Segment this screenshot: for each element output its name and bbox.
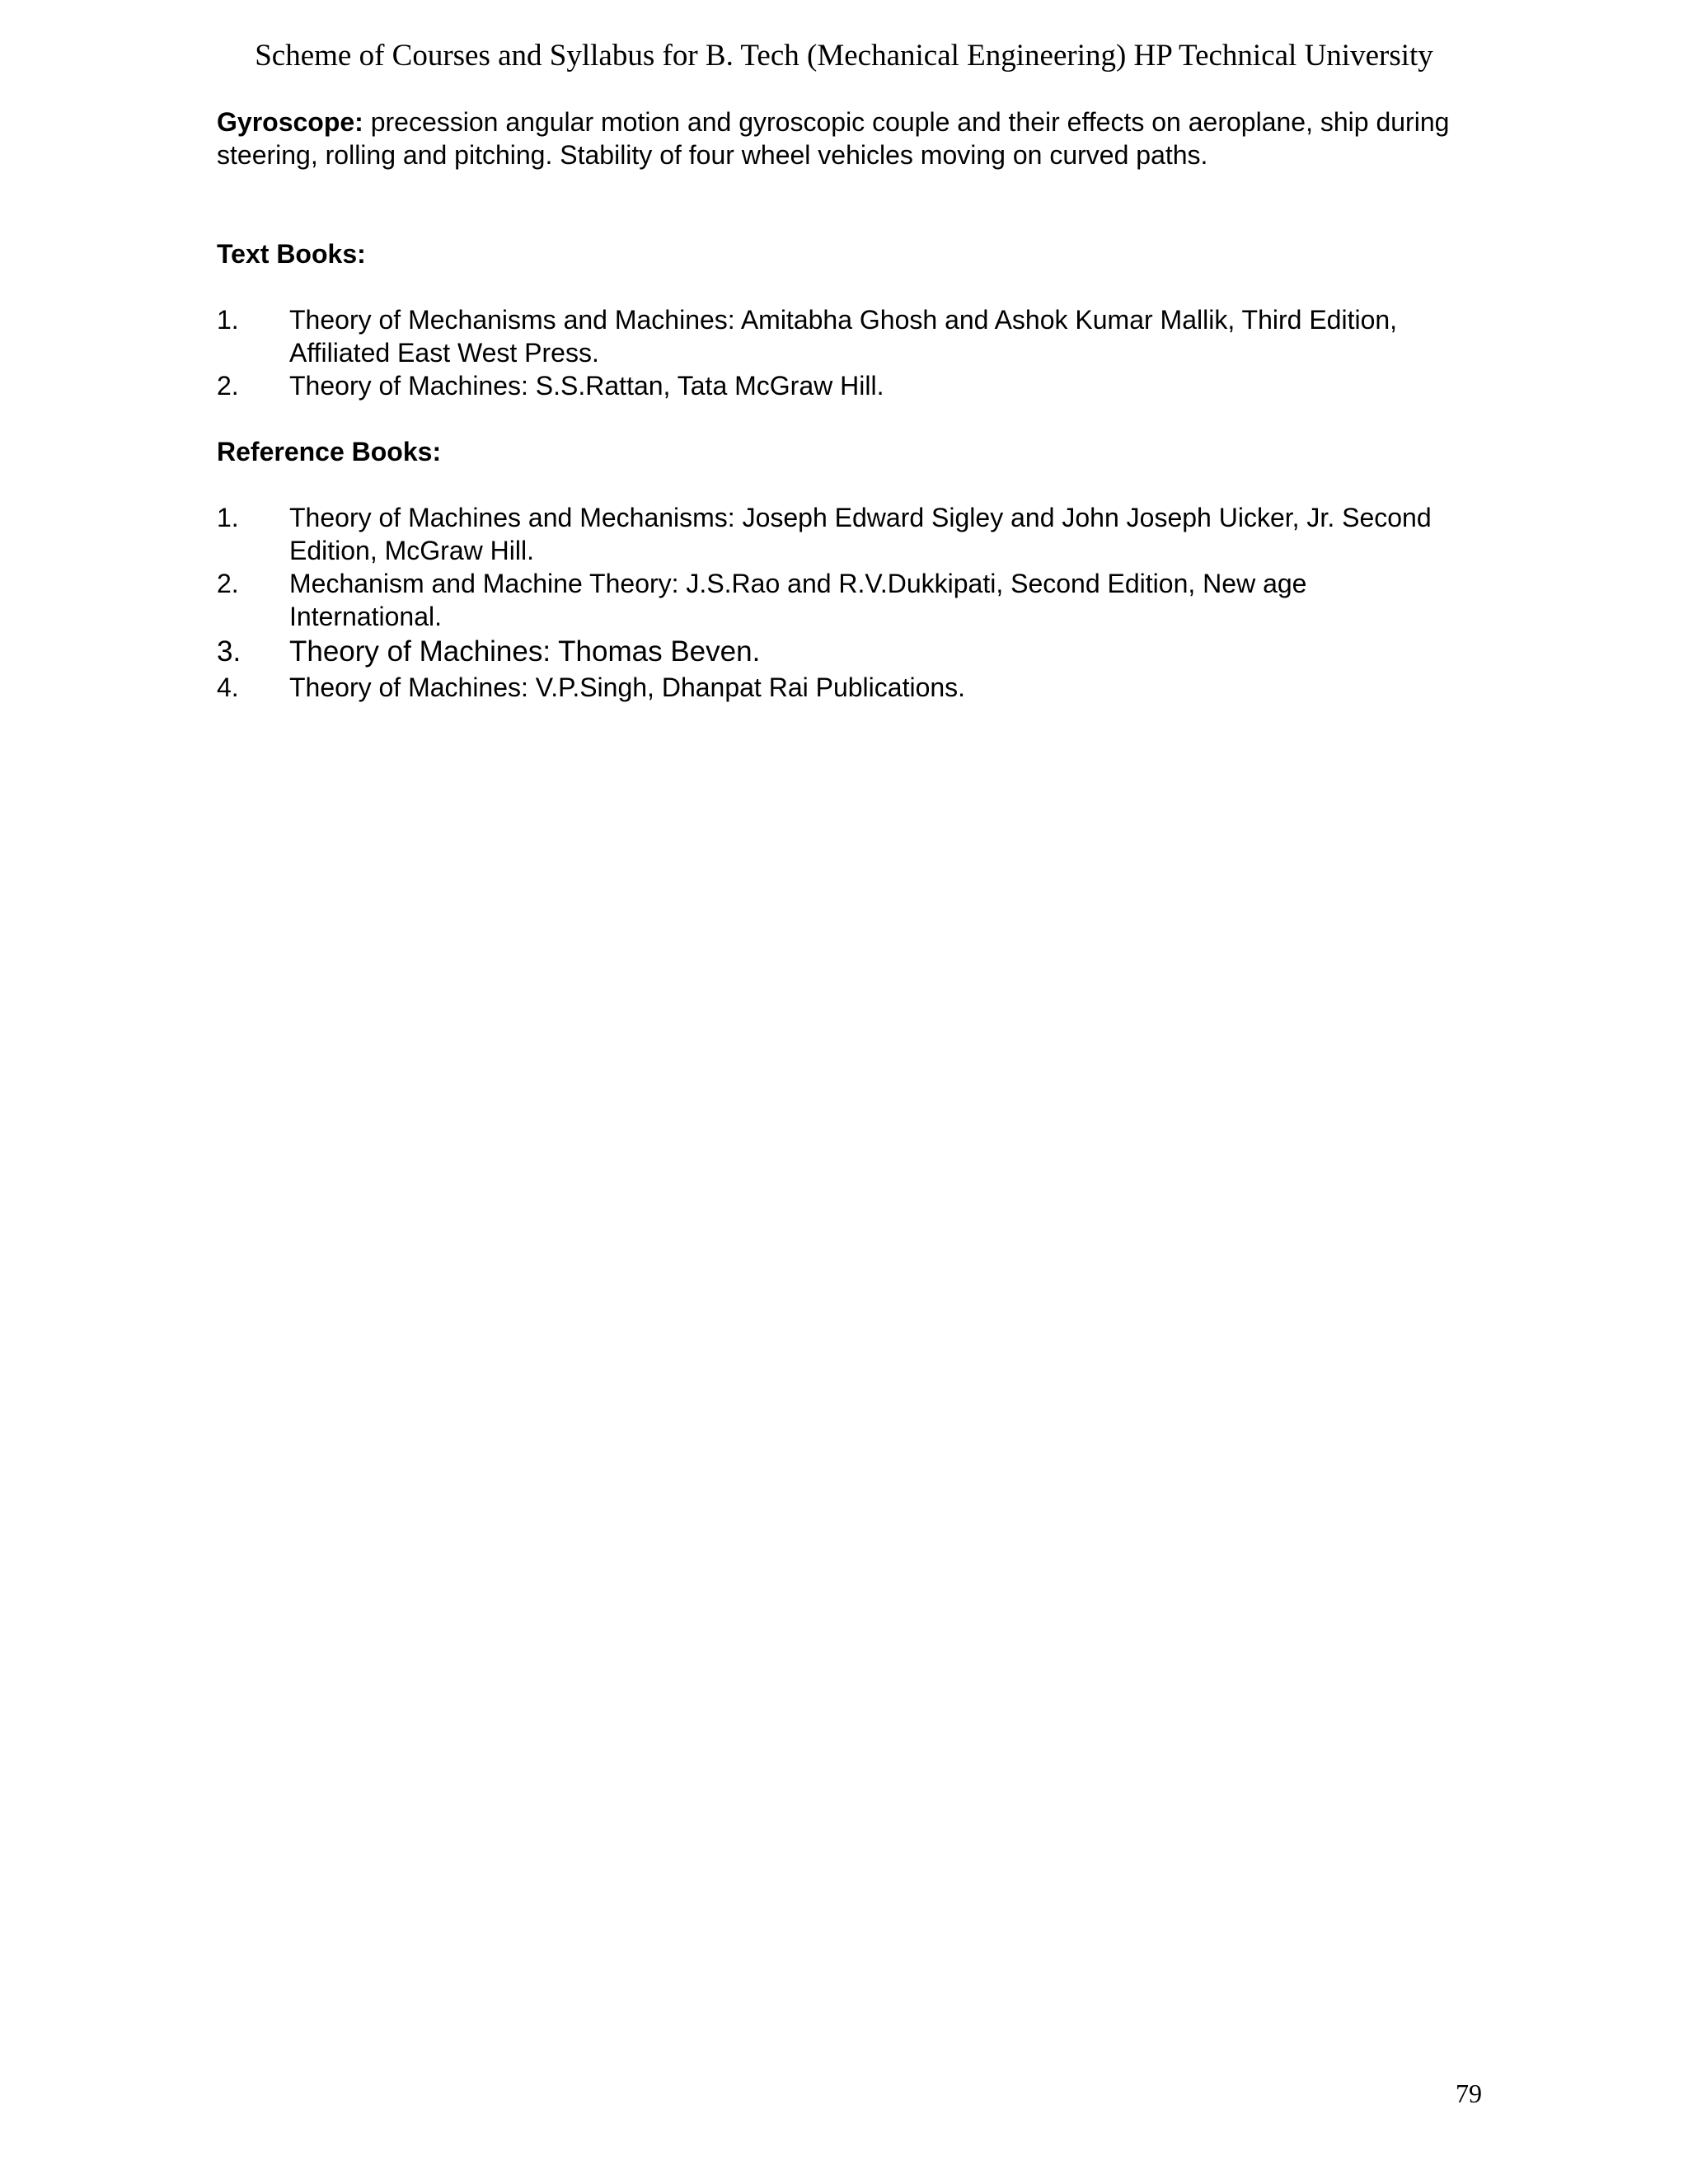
page-number: 79	[1456, 2079, 1482, 2108]
text-books-heading: Text Books:	[217, 239, 366, 269]
list-item-number: 4.	[217, 673, 239, 702]
list-item-number: 2.	[217, 569, 239, 598]
list-item-number: 1.	[217, 305, 239, 335]
list-item	[217, 635, 1503, 669]
gyroscope-label: Gyroscope:	[217, 107, 363, 137]
list-item	[217, 501, 1503, 567]
text-books-list	[217, 303, 1503, 402]
reference-books-heading: Reference Books:	[217, 437, 442, 466]
list-item-text: Theory of Machines and Mechanisms: Joseph Edward Sigley and John Joseph Uicker, Jr. Second Edition, McGraw Hill.	[289, 503, 1432, 565]
list-item	[217, 671, 1503, 704]
list-item-text: Mechanism and Machine Theory: J.S.Rao and R.V.Dukkipati, Second Edition, New age International.	[289, 569, 1307, 631]
syllabus-content	[217, 105, 1503, 704]
list-item	[217, 567, 1503, 633]
list-item-text: Theory of Machines: S.S.Rattan, Tata McGraw Hill.	[289, 371, 884, 401]
list-item	[217, 303, 1503, 369]
list-item-text: Theory of Machines: V.P.Singh, Dhanpat Rai Publications.	[289, 673, 966, 702]
list-item-number: 3.	[217, 635, 241, 668]
list-item-number: 1.	[217, 503, 239, 532]
list-item-text: Theory of Machines: Thomas Beven.	[289, 635, 761, 668]
page-header: Scheme of Courses and Syllabus for B. Tech (Mechanical Engineering) HP Technical University	[255, 39, 1433, 73]
list-item-number: 2.	[217, 371, 239, 401]
list-item-text: Theory of Mechanisms and Machines: Amitabha Ghosh and Ashok Kumar Mallik, Third Edition, Affiliated East West Press.	[289, 305, 1398, 368]
reference-books-list	[217, 501, 1503, 704]
gyroscope-paragraph	[217, 105, 1503, 171]
gyroscope-text: precession angular motion and gyroscopic couple and their effects on aeroplane, ship during steering, rolling and pitching. Stability of four wheel vehicles moving on curved paths.	[217, 107, 1450, 170]
list-item	[217, 369, 1503, 402]
